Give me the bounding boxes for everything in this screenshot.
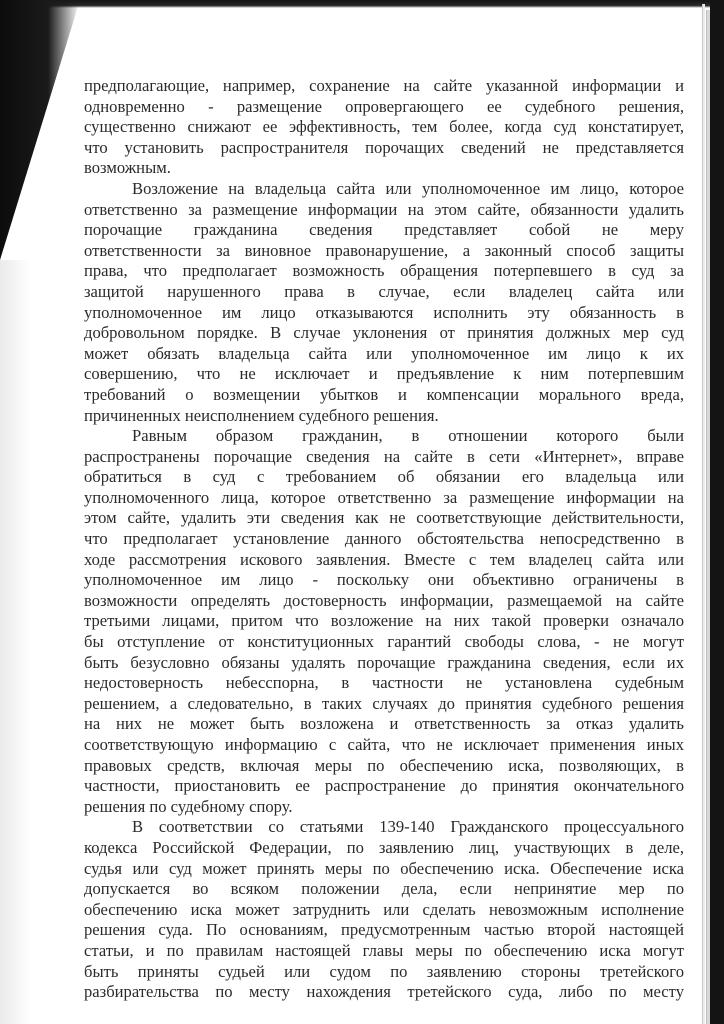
text-line: совершению, что не исключает и предъявление к ним потерпевшим xyxy=(84,364,684,384)
text-line: бы отступление от конституционных гарантий свободы слова, - не могут xyxy=(84,632,684,652)
scan-shadow-right xyxy=(710,0,724,1024)
document-page xyxy=(84,76,684,1003)
text-line: добровольном порядке. В случае уклонения от принятия должных мер суд xyxy=(84,323,684,343)
text-line: правовых средств, включая меры по обеспечению иска, позволяющих, в xyxy=(84,755,684,775)
text-line: порочащие гражданина сведения представляет собой не меру xyxy=(84,220,684,240)
text-line: быть безусловно обязаны удалять порочащие гражданина сведения, если их xyxy=(84,652,684,672)
text-line: ходе рассмотрения искового заявления. Вместе с тем владелец сайта или xyxy=(84,549,684,569)
scan-shadow-top xyxy=(0,0,724,8)
text-line: В соответствии со статьями 139-140 Гражданского процессуального xyxy=(132,817,684,837)
text-line: соответствующую информацию с сайта, что не исключает применения иных xyxy=(84,735,684,754)
text-line: допускается во всяком положении дела, если непринятие мер по xyxy=(84,879,684,899)
text-line: уполномоченного лица, которое ответственно за размещение информации на xyxy=(84,487,684,507)
paragraph xyxy=(84,426,684,817)
text-line: причиненных неисполнением судебного решения. xyxy=(84,405,439,425)
text-line: третьими лицами, притом что возложение на них такой проверки означало xyxy=(84,611,684,631)
text-line: частности, приостановить ее распространение до принятия окончательного xyxy=(84,776,684,796)
text-line: статьи, и по правилам настоящей главы меры по обеспечению иска могут xyxy=(84,940,684,960)
text-line: требований о возмещении убытков и компенсации морального вреда, xyxy=(84,384,684,404)
paper-edge xyxy=(702,4,705,1024)
text-line: что предполагает установление данного обстоятельства непосредственно в xyxy=(84,529,684,549)
text-line: права, что предполагает возможность обращения потерпевшего в суд за xyxy=(84,261,684,281)
text-line: решением, а следовательно, в таких случаях до принятия судебного решения xyxy=(84,693,684,713)
text-line: кодекса Российской Федерации, по заявлению лиц, участвующих в деле, xyxy=(84,837,684,857)
text-line: одновременно - размещение опровергающего ее судебного решения, xyxy=(84,96,684,116)
text-line: возможным. xyxy=(84,158,171,178)
text-line: что установить распространителя порочащих сведений не представляется xyxy=(84,137,684,157)
text-line: решения суда. По основаниям, предусмотренным частью второй настоящей xyxy=(84,920,684,940)
paragraph xyxy=(84,76,684,179)
text-line: существенно снижают ее эффективность, тем более, когда суд констатирует, xyxy=(84,117,684,137)
text-line: может обязать владельца сайта или уполномоченное им лицо к их xyxy=(84,343,684,363)
text-line: этом сайте, удалить эти сведения как не соответствующие действительности, xyxy=(84,508,684,528)
text-line: на них не может быть возложена и ответственность за отказ удалить xyxy=(84,714,684,734)
text-line: ответственности за виновное правонарушение, а законный способ защиты xyxy=(84,240,684,260)
text-line: недостоверность небесспорна, в частности не установлена судебным xyxy=(84,673,684,693)
scan-fade-left xyxy=(0,260,30,1024)
text-line: судья или суд может принять меры по обеспечению иска. Обеспечение иска xyxy=(84,858,684,878)
text-line: Возложение на владельца сайта или уполномоченное им лицо, которое xyxy=(132,178,684,198)
text-line: обеспечению иска может затруднить или сделать невозможным исполнение xyxy=(84,899,684,919)
text-line: быть приняты судьей или судом по заявлению стороны третейского xyxy=(84,961,684,981)
paragraph xyxy=(84,179,684,426)
text-line: возможности определять достоверность информации, размещаемой на сайте xyxy=(84,590,684,610)
text-line: уполномоченное им лицо отказываются исполнить эту обязанность в xyxy=(84,302,684,322)
text-line: решения по судебному спору. xyxy=(84,796,293,816)
paragraph xyxy=(84,817,684,1002)
text-line: распространены порочащие сведения на сайте в сети «Интернет», вправе xyxy=(84,446,684,466)
text-line: предполагающие, например, сохранение на сайте указанной информации и xyxy=(84,76,684,95)
text-line: Равным образом гражданин, в отношении которого были xyxy=(132,426,684,446)
text-line: ответственно за размещение информации на этом сайте, обязанности удалить xyxy=(84,199,684,219)
text-line: уполномоченное им лицо - поскольку они объективно ограничены в xyxy=(84,570,684,590)
text-line: защитой нарушенного права в случае, если владелец сайта или xyxy=(84,281,684,301)
text-line: обратиться в суд с требованием об обязании его владельца или xyxy=(84,467,684,487)
text-line: разбирательства по месту нахождения третейского суда, либо по месту xyxy=(84,982,684,1002)
scan-shadow-left xyxy=(0,0,80,260)
